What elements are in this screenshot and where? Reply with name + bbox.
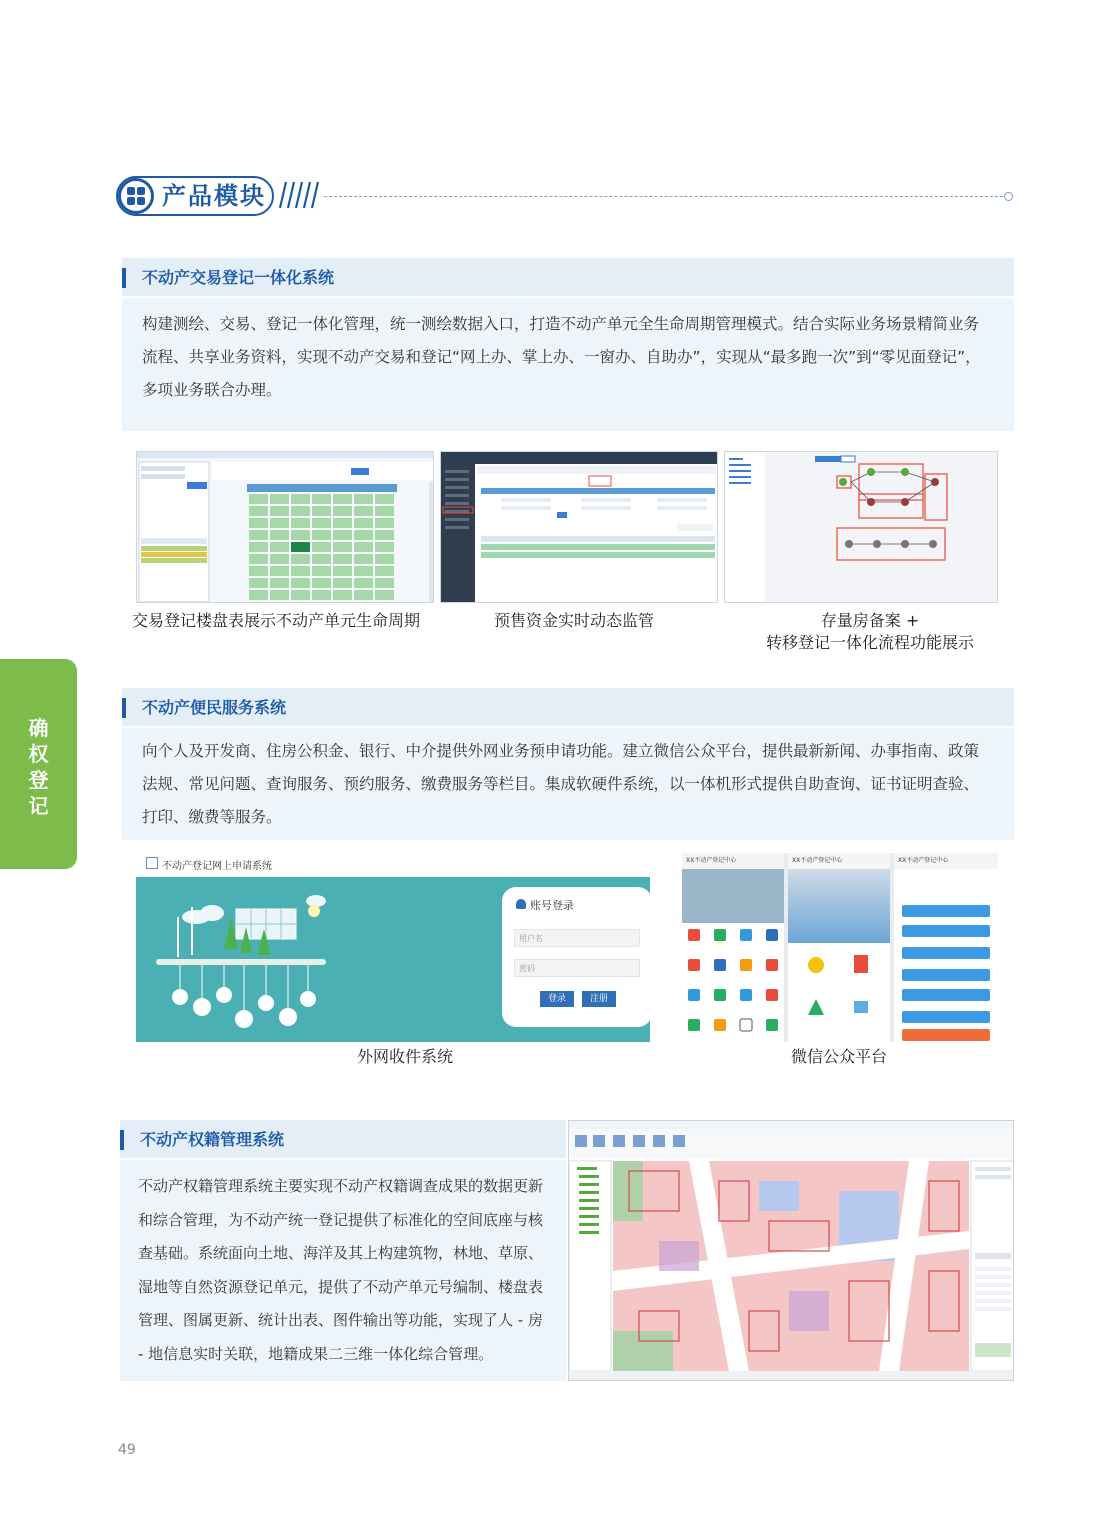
section-title: 不动产交易登记一体化系统	[142, 268, 335, 287]
section-header-cadastre	[120, 1120, 566, 1160]
building-unit-cell	[312, 506, 331, 516]
building-unit-cell	[270, 590, 289, 600]
building-unit-cell	[354, 566, 373, 576]
header-divider	[324, 196, 1008, 197]
building-unit-cell	[333, 578, 352, 588]
building-unit-cell	[312, 578, 331, 588]
section-marker	[122, 268, 126, 288]
section-marker	[122, 698, 126, 718]
grid-icon	[118, 178, 154, 214]
screenshot-gis	[568, 1120, 1014, 1381]
login-button[interactable]: 登录	[540, 991, 574, 1007]
building-unit-cell	[312, 566, 331, 576]
building-unit-cell	[354, 518, 373, 528]
building-unit-cell	[291, 554, 310, 564]
building-unit-cell	[354, 590, 373, 600]
building-unit-cell	[354, 542, 373, 552]
building-unit-cell	[249, 506, 268, 516]
password-input[interactable]: 密码	[514, 959, 640, 977]
screenshot-web-intake	[136, 853, 650, 1042]
building-unit-cell	[354, 578, 373, 588]
caption-flow-line1: 存量房备案 +	[820, 611, 920, 630]
building-unit-cell	[375, 590, 394, 600]
building-unit-cell	[333, 566, 352, 576]
header-divider-end	[1004, 192, 1013, 201]
building-unit-cell	[375, 554, 394, 564]
building-unit-cell	[375, 506, 394, 516]
building-unit-cell	[354, 530, 373, 540]
phone-1-banner	[682, 869, 784, 923]
building-unit-cell	[333, 590, 352, 600]
building-unit-cell	[270, 494, 289, 504]
phone-screen-3	[894, 853, 998, 1042]
section-title: 不动产权籍管理系统	[140, 1130, 285, 1149]
section-header-service	[122, 688, 1014, 728]
building-unit-cell	[291, 494, 310, 504]
phone-1-title: XX不动产登记中心	[682, 853, 784, 869]
building-unit-cell	[375, 494, 394, 504]
phone-2-title: XX不动产登记中心	[788, 853, 890, 869]
phone-2-services	[788, 943, 890, 1042]
building-unit-cell	[270, 566, 289, 576]
phone-1-icon-grid	[682, 923, 784, 1042]
section-marker	[120, 1130, 124, 1150]
building-unit-cell	[354, 554, 373, 564]
building-unit-cell	[312, 518, 331, 528]
building-unit-cell	[249, 566, 268, 576]
phone-2-banner	[788, 869, 890, 943]
building-unit-cell	[249, 554, 268, 564]
building-unit-cell	[291, 578, 310, 588]
building-unit-cell	[249, 530, 268, 540]
web-system-title: 不动产登记网上申请系统	[162, 861, 272, 872]
section-body-trade	[122, 298, 1014, 431]
building-unit-cell	[270, 542, 289, 552]
building-unit-cell	[291, 518, 310, 528]
caption-wechat: 微信公众平台	[790, 1047, 887, 1066]
building-unit-cell	[291, 542, 310, 552]
section-text: 构建测绘、交易、登记一体化管理，统一测绘数据入口，打造不动产单元全生命周期管理模式。结合实际业务场景精简业务流程、共享业务资料，实现不动产交易和登记“网上办、掌上办、一窗办、自助办”，实现从“最多跑一次”到“零见面登记”，多项业务联合办理。	[142, 315, 981, 399]
register-button[interactable]: 注册	[582, 991, 616, 1007]
building-unit-cell	[291, 590, 310, 600]
phone-screen-2	[788, 853, 890, 1042]
building-unit-cell	[333, 530, 352, 540]
building-unit-cell	[333, 554, 352, 564]
web-title-bar	[136, 853, 650, 877]
building-unit-cell	[291, 566, 310, 576]
building-unit-cell	[270, 530, 289, 540]
building-unit-cell	[270, 578, 289, 588]
building-unit-cell	[312, 494, 331, 504]
caption-flow-line2: 转移登记一体化流程功能展示	[765, 633, 974, 652]
section-text: 向个人及开发商、住房公积金、银行、中介提供外网业务预申请功能。建立微信公众平台，提供最新新闻、办事指南、政策法规、常见问题、查询服务、预约服务、缴费服务等栏目。集成软硬件系统，以一体机形式提供自助查询、证书证明查验、打印、缴费等服务。	[142, 742, 980, 826]
caption-building-table: 交易登记楼盘表展示不动产单元生命周期	[131, 611, 420, 630]
building-unit-cell	[249, 590, 268, 600]
screenshot-flow-diagram	[724, 451, 998, 603]
page-number: 49	[118, 1442, 136, 1458]
building-unit-cell	[312, 554, 331, 564]
building-unit-cell	[375, 578, 394, 588]
login-title: 账号登录	[530, 899, 574, 912]
screenshot-wechat	[682, 853, 998, 1042]
section-text: 不动产权籍管理系统主要实现不动产权籍调查成果的数据更新和综合管理，为不动产统一登记提供了标准化的空间底座与核查基础。系统面向土地、海洋及其上构建筑物，林地、草原、湿地等自然资源登记单元，提供了不动产单元号编制、楼盘表管理、图属更新、统计出表、图件输出等功能，实现了人 - 房 - 地信息实时关联，地籍成果二三维一体化综合管理。	[138, 1177, 544, 1363]
building-unit-cell	[291, 530, 310, 540]
building-unit-cell	[270, 554, 289, 564]
side-tab-text: 确权登记	[28, 716, 49, 818]
building-unit-cell	[354, 494, 373, 504]
stripes-decoration	[276, 180, 324, 210]
building-unit-cell	[375, 530, 394, 540]
building-unit-cell	[375, 518, 394, 528]
side-tab-label	[0, 715, 77, 819]
building-unit-cell	[249, 578, 268, 588]
section-body-cadastre	[120, 1160, 566, 1381]
screenshot-presale-funds	[440, 451, 718, 603]
building-unit-cell	[333, 542, 352, 552]
section-body-service	[122, 728, 1014, 840]
building-icon	[146, 857, 158, 869]
energy-illustration	[136, 877, 496, 1042]
building-unit-cell	[333, 506, 352, 516]
building-unit-cell	[249, 494, 268, 504]
building-unit-cell	[333, 494, 352, 504]
side-tab	[0, 659, 77, 869]
building-unit-cell	[249, 518, 268, 528]
building-unit-cell	[312, 530, 331, 540]
phone-3-title: XX不动产登记中心	[894, 853, 998, 869]
building-unit-cell	[249, 542, 268, 552]
building-unit-cell	[270, 518, 289, 528]
user-icon	[516, 899, 526, 909]
phone-3-menu	[894, 869, 998, 1042]
building-unit-cell	[333, 518, 352, 528]
page-title: 产品模块	[162, 182, 266, 210]
building-unit-cell	[312, 542, 331, 552]
building-unit-cell	[312, 590, 331, 600]
username-input[interactable]: 用户名	[514, 929, 640, 947]
building-unit-cell	[375, 566, 394, 576]
building-unit-cell	[375, 542, 394, 552]
phone-screen-1	[682, 853, 784, 1042]
login-card	[502, 887, 650, 1027]
building-unit-cell	[354, 506, 373, 516]
building-unit-cell	[270, 506, 289, 516]
section-header-trade	[122, 258, 1014, 298]
section-title: 不动产便民服务系统	[142, 698, 287, 717]
building-unit-cell	[291, 506, 310, 516]
caption-presale: 预售资金实时动态监管	[493, 611, 654, 630]
screenshot-building-table	[136, 451, 434, 603]
caption-web-intake: 外网收件系统	[356, 1047, 453, 1066]
